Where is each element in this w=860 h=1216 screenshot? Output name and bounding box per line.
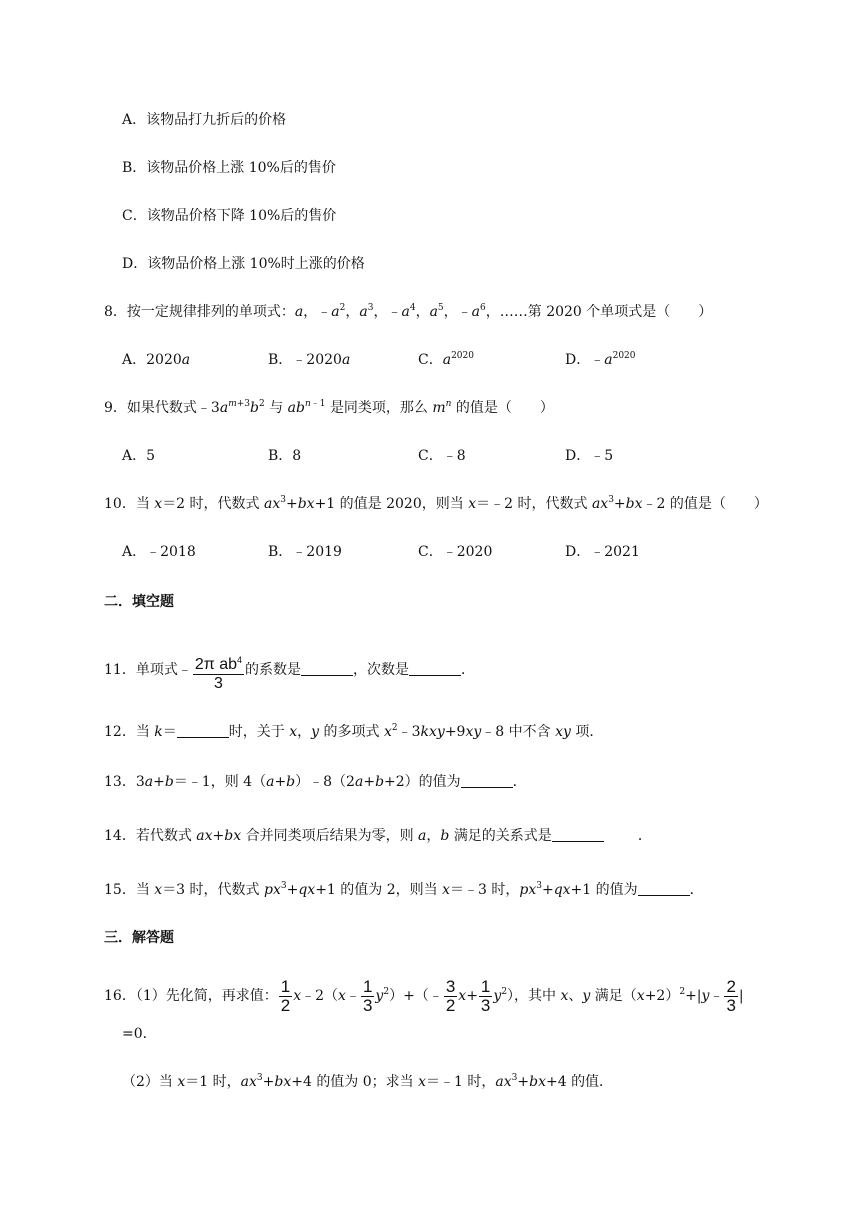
stem-text: +2）的值为: [384, 774, 461, 790]
stem-text: ，次数是: [353, 662, 410, 678]
stem-text: ）+（﹣: [389, 988, 443, 1004]
q8-option-c: C．$a^{2020}$: [418, 351, 474, 368]
stem-text: 单项式: [135, 662, 178, 678]
q7-option-b: [122, 158, 336, 178]
option-label: A．: [122, 112, 147, 128]
stem-text: ．: [689, 882, 704, 898]
stem-text: ），其中: [507, 988, 557, 1004]
fraction-one-third: $\frac{1}{3}$: [480, 976, 491, 1015]
q7-option-c: [122, 206, 336, 226]
question-10-stem: 10．当 x＝2 时，代数式 $ax^3+bx+1$ 的值是 2020，则当 x＝﹣2 时，代数式 $ax^3+bx﹣2$ 的值是（ ）: [104, 495, 768, 512]
q9-option-b: B．8: [268, 448, 302, 464]
stem-text: 中不含: [508, 724, 551, 740]
answer-blank[interactable]: [461, 773, 513, 788]
question-number: 15．: [104, 882, 136, 898]
question-13: 13．3a+b＝﹣1，则 4（a+b）﹣8（2a+b+2）的值为 ．: [104, 774, 527, 790]
stem-text: 满足（: [594, 988, 637, 1004]
stem-text: （1）先化简，再求值：: [135, 988, 278, 1004]
answer-blank[interactable]: [409, 661, 461, 676]
option-label: C．: [122, 208, 147, 224]
answer-blank[interactable]: [301, 661, 353, 676]
question-14: 14．若代数式 ax+bx 合并同类项后结果为零，则 a，b 满足的关系式是 ．: [104, 828, 652, 844]
stem-text: ，……第 2020 个单项式是（ ）: [485, 304, 713, 320]
question-number: 10．: [104, 496, 136, 512]
option-text: 该物品价格上涨 10%时上涨的价格: [147, 256, 365, 272]
question-8-stem: 8．按一定规律排列的单项式：a，$﹣a^2$，$a^3$，$﹣a^4$，$a^5$，$﹣a^6$，……第 2020 个单项式是（ ）: [104, 303, 713, 320]
stem-text: 3: [135, 774, 145, 790]
stem-text: ＝﹣1 时，: [426, 1074, 496, 1090]
stem-text: ＝: [162, 724, 177, 740]
stem-text: ﹣2（: [301, 988, 339, 1004]
stem-text: 的系数是: [245, 662, 302, 678]
q9-option-d: D．﹣5: [565, 448, 614, 464]
q8-option-b: B．﹣2020a: [268, 352, 351, 368]
stem-text: ＝2 时，代数式: [162, 496, 260, 512]
fraction-three-halves: $\frac{3}{2}$: [445, 976, 456, 1015]
stem-text: ＝1 时，: [185, 1074, 241, 1090]
stem-text: （2）当: [122, 1074, 173, 1090]
q10-option-a: A．﹣2018: [122, 544, 196, 560]
q10-option-b: B．﹣2019: [268, 544, 342, 560]
question-number: 13．: [104, 774, 136, 790]
fraction-2pi-ab4-over-3: $\frac{2\pi ab^4}{3}$: [194, 655, 243, 692]
question-15: 15．当 x＝3 时，代数式 $px^3+qx+1$ 的值为 2，则当 x＝﹣3 时，$px^3+qx+1$ 的值为 ．: [104, 881, 704, 898]
question-number: 9．: [104, 400, 127, 416]
q8-option-d: D．$﹣a^{2020}$: [565, 351, 636, 368]
stem-text: ＝3 时，代数式: [162, 882, 260, 898]
stem-text: 时，关于: [228, 724, 285, 740]
q7-option-d: [122, 254, 365, 274]
q10-option-d: D．﹣2021: [565, 544, 640, 560]
question-16-part-1-end: [122, 1024, 157, 1044]
q9-option-c: C．﹣8: [418, 448, 466, 464]
answer-blank[interactable]: [552, 827, 604, 842]
question-9-stem: 9．如果代数式$﹣3a^{m+3}b^2$ 与 $ab^{n﹣1}$ 是同类项，那么 $m^n$ 的值是（ ）: [104, 399, 554, 416]
question-number: 12．: [104, 724, 136, 740]
q7-option-a: [122, 110, 286, 130]
stem-text: 按一定规律排列的单项式：: [126, 304, 295, 320]
q8-option-a: A．2020a: [122, 352, 191, 368]
stem-text: 的值为 0；求当: [316, 1074, 414, 1090]
question-16-part-1: 16．（1）先化简，再求值： $\frac{1}{2}$ x﹣2（x﹣ $\frac{1}{3}$ $y^2)+(﹣$ $\frac{3}{2}$ x+ $\frac{1}{3}$ $y^2$），其中 x、y 满足$(x+2)^2+|y﹣$ $\frac{2}{3}$ |: [104, 976, 744, 1015]
q9-option-a: A．5: [122, 448, 156, 464]
stem-text: ．: [637, 828, 652, 844]
stem-text: 当: [135, 882, 150, 898]
question-number: 16．: [104, 988, 136, 1004]
question-number: 14．: [104, 828, 136, 844]
stem-text: 的值是 2020，则当: [339, 496, 464, 512]
stem-text: 当: [135, 496, 150, 512]
stem-text: 的值．: [571, 1074, 614, 1090]
stem-text: 与: [269, 400, 284, 416]
question-12: 12．当 k＝ 时，关于 x，y 的多项式 $x^2﹣3kxy+9xy﹣8$ 中不含 xy 项．: [104, 723, 604, 740]
stem-text: ＝﹣1，则 4（: [173, 774, 267, 790]
stem-text: 当: [135, 724, 150, 740]
stem-text: 是同类项，那么: [329, 400, 428, 416]
stem-text: 若代数式: [135, 828, 192, 844]
fraction-one-third: $\frac{1}{3}$: [362, 976, 373, 1015]
stem-text: ＝﹣3 时，: [450, 882, 520, 898]
stem-text: 合并同类项后结果为零，则: [245, 828, 414, 844]
answer-blank[interactable]: [177, 723, 229, 738]
stem-text: ．: [512, 774, 527, 790]
stem-text: =0．: [122, 1026, 157, 1042]
option-text: 该物品打九折后的价格: [146, 112, 287, 128]
question-16-part-2: （2）当 x＝1 时，$ax^3+bx+4$ 的值为 0；求当 x＝﹣1 时，$ax^3+bx+4$ 的值．: [122, 1073, 614, 1090]
stem-text: 的值为 2，则当: [340, 882, 438, 898]
option-text: 该物品价格下降 10%后的售价: [146, 208, 337, 224]
stem-text: +2）: [644, 988, 680, 1004]
stem-text: 的值为: [595, 882, 638, 898]
stem-text: 的值是（ ）: [669, 496, 768, 512]
fraction-one-half: $\frac{1}{2}$: [280, 976, 291, 1015]
stem-text: ）﹣8（2: [295, 774, 355, 790]
section-3-title: 三．解答题: [104, 930, 174, 946]
question-11: 11．单项式﹣ $\frac{2\pi ab^4}{3}$ 的系数是 ，次数是 ．: [104, 655, 476, 692]
option-text: 该物品价格上涨 10%后的售价: [146, 160, 336, 176]
stem-text: 项．: [575, 724, 604, 740]
q10-option-c: C．﹣2020: [418, 544, 493, 560]
stem-text: 如果代数式﹣3: [126, 400, 220, 416]
answer-blank[interactable]: [638, 881, 690, 896]
stem-text: ＝﹣2 时，代数式: [476, 496, 588, 512]
fraction-two-thirds: $\frac{2}{3}$: [726, 976, 736, 1015]
question-number: 8．: [104, 304, 127, 320]
stem-text: 满足的关系式是: [453, 828, 552, 844]
question-number: 11．: [104, 662, 136, 678]
stem-text: 的多项式: [323, 724, 380, 740]
option-label: B．: [122, 160, 147, 176]
option-label: D．: [122, 256, 148, 272]
stem-text: 的值是（ ）: [455, 400, 554, 416]
section-2-title: 二．填空题: [104, 594, 174, 610]
stem-text: ．: [461, 662, 476, 678]
